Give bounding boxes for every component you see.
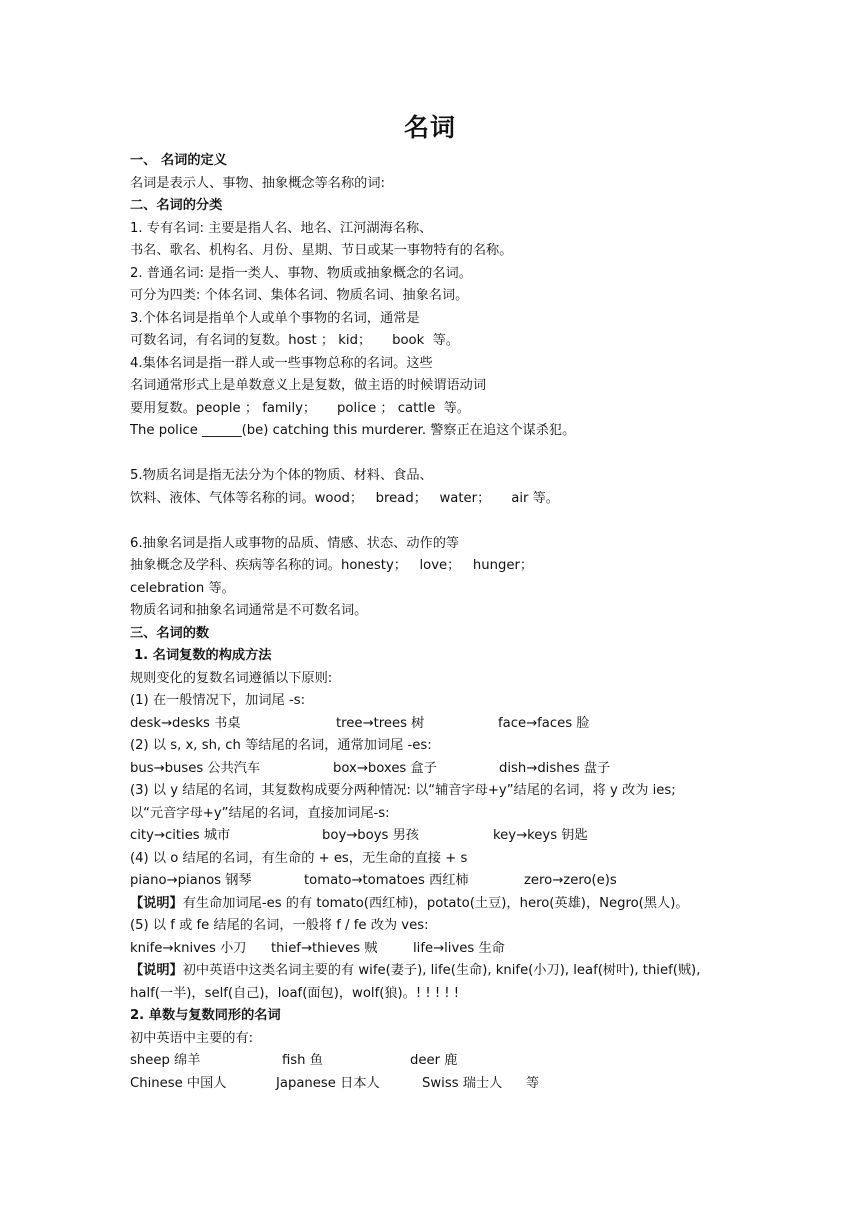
example-sentence: The police ______(be) catching this murderer. 警察正在追这个谋杀犯。 bbox=[130, 423, 576, 438]
paragraph-line: 2. 普通名词: 是指一类人、事物、物质或抽象概念的名词。 bbox=[130, 265, 472, 281]
example-item: boy→boys 男孩 bbox=[322, 828, 419, 843]
paragraph-line: 可分为四类: 个体名词、集体名词、物质名词、抽象名词。 bbox=[130, 288, 469, 303]
blank-line bbox=[130, 510, 750, 533]
example-item: Chinese 中国人 bbox=[130, 1075, 227, 1091]
subsection-heading: 1. 名词复数的构成方法 bbox=[134, 648, 272, 663]
rule-line: (2) 以 s, x, sh, ch 等结尾的名词，通常加词尾 -es: bbox=[130, 738, 432, 753]
rule-line: 以“元音字母+y”结尾的名词，直接加词尾-s: bbox=[130, 805, 390, 821]
example-item: Swiss 瑞士人 bbox=[422, 1075, 503, 1091]
rule-line: (1) 在一般情况下，加词尾 -s: bbox=[130, 693, 306, 708]
note-tag: 【说明】 bbox=[130, 963, 183, 978]
example-item: face→faces 脸 bbox=[498, 715, 590, 731]
example-item: tree→trees 树 bbox=[336, 715, 425, 731]
example-row bbox=[130, 758, 750, 781]
example-item: city→cities 城市 bbox=[130, 828, 231, 843]
paragraph-line: 5.物质名词是指无法分为个体的物质、材料、食品、 bbox=[130, 468, 433, 483]
blank-line bbox=[130, 443, 750, 466]
paragraph-line: 饮料、液体、气体等名称的词。wood； bread； water； air 等。 bbox=[130, 490, 559, 506]
example-item: zero→zero(e)s bbox=[524, 873, 617, 888]
paragraph-line: 要用复数。people ； family； police ； cattle 等。 bbox=[130, 400, 470, 416]
example-item: 等 bbox=[526, 1075, 540, 1091]
example-item: deer 鹿 bbox=[410, 1053, 458, 1068]
paragraph-line: 4.集体名词是指一群人或一些事物总称的名词。这些 bbox=[130, 355, 433, 371]
paragraph-line: 6.抽象名词是指人或事物的品质、情感、状态、动作的等 bbox=[130, 535, 460, 551]
page-title: 名词 bbox=[403, 113, 456, 142]
example-row bbox=[130, 870, 750, 893]
example-item: dish→dishes 盘子 bbox=[499, 760, 611, 776]
example-row bbox=[130, 1073, 750, 1096]
note-text: 有生命加词尾-es 的有 tomato(西红柿)，potato(土豆)，hero(英雄)，Negro(黑人)。 bbox=[182, 895, 689, 911]
example-row bbox=[130, 938, 750, 961]
example-row bbox=[130, 825, 750, 848]
example-item: fish 鱼 bbox=[282, 1053, 323, 1068]
paragraph-line: 物质名词和抽象名词通常是不可数名词。 bbox=[130, 603, 368, 618]
section-heading: 一、 名词的定义 bbox=[130, 153, 227, 168]
paragraph-line: 书名、歌名、机构名、月份、星期、节日或某一事物特有的名称。 bbox=[130, 243, 513, 258]
note-line bbox=[130, 893, 750, 916]
paragraph-line: 名词通常形式上是单数意义上是复数，做主语的时候谓语动词 bbox=[130, 378, 487, 393]
example-item: box→boxes 盒子 bbox=[333, 760, 437, 776]
example-item: life→lives 生命 bbox=[413, 940, 505, 956]
paragraph-line: 初中英语中主要的有: bbox=[130, 1030, 254, 1046]
example-item: thief→thieves 贼 bbox=[271, 940, 378, 956]
paragraph-line: 名词是表示人、事物、抽象概念等名称的词: bbox=[130, 175, 386, 191]
paragraph-line: 1. 专有名词: 主要是指人名、地名、江河湖海名称、 bbox=[130, 220, 433, 236]
example-row bbox=[130, 1050, 750, 1073]
example-item: sheep 绵羊 bbox=[130, 1053, 201, 1068]
section-heading: 二、名词的分类 bbox=[130, 198, 223, 213]
example-item: knife→knives 小刀 bbox=[130, 940, 247, 956]
paragraph-line: celebration 等。 bbox=[130, 580, 235, 596]
rule-line: (3) 以 y 结尾的名词，其复数构成要分两种情况: 以“辅音字母+y”结尾的名词，将 y 改为 ies; bbox=[130, 783, 676, 798]
paragraph-line: 3.个体名词是指单个人或单个事物的名词，通常是 bbox=[130, 310, 420, 326]
example-row bbox=[130, 713, 750, 736]
note-text: 初中英语中这类名词主要的有 wife(妻子), life(生命), knife(小刀), leaf(树叶), thief(贼), bbox=[182, 963, 701, 978]
example-item: tomato→tomatoes 西红柿 bbox=[304, 873, 469, 888]
example-item: bus→buses 公共汽车 bbox=[130, 760, 261, 776]
paragraph-line: 规则变化的复数名词遵循以下原则: bbox=[130, 670, 333, 686]
example-item: piano→pianos 钢琴 bbox=[130, 873, 252, 888]
rule-line: (5) 以 f 或 fe 结尾的名词，一般将 f / fe 改为 ves: bbox=[130, 918, 429, 933]
document-body bbox=[130, 150, 750, 1095]
section-heading: 三、名词的数 bbox=[130, 625, 210, 641]
paragraph-line: 可数名词，有名词的复数。host ； kid； book 等。 bbox=[130, 333, 460, 348]
example-item: Japanese 日本人 bbox=[276, 1075, 380, 1091]
note-tag: 【说明】 bbox=[130, 895, 183, 911]
paragraph-line: 抽象概念及学科、疾病等名称的词。honesty； love； hunger； bbox=[130, 558, 534, 573]
note-line bbox=[130, 960, 750, 983]
rule-line: (4) 以 o 结尾的名词，有生命的 + es，无生命的直接 + s bbox=[130, 850, 468, 866]
example-item: desk→desks 书桌 bbox=[130, 715, 241, 731]
example-item: key→keys 钥匙 bbox=[493, 828, 588, 843]
subsection-heading: 2. 单数与复数同形的名词 bbox=[130, 1008, 281, 1023]
paragraph-line: half(一半)，self(自己)，loaf(面包)，wolf(狼)。! ! ! ! ! bbox=[130, 985, 460, 1001]
